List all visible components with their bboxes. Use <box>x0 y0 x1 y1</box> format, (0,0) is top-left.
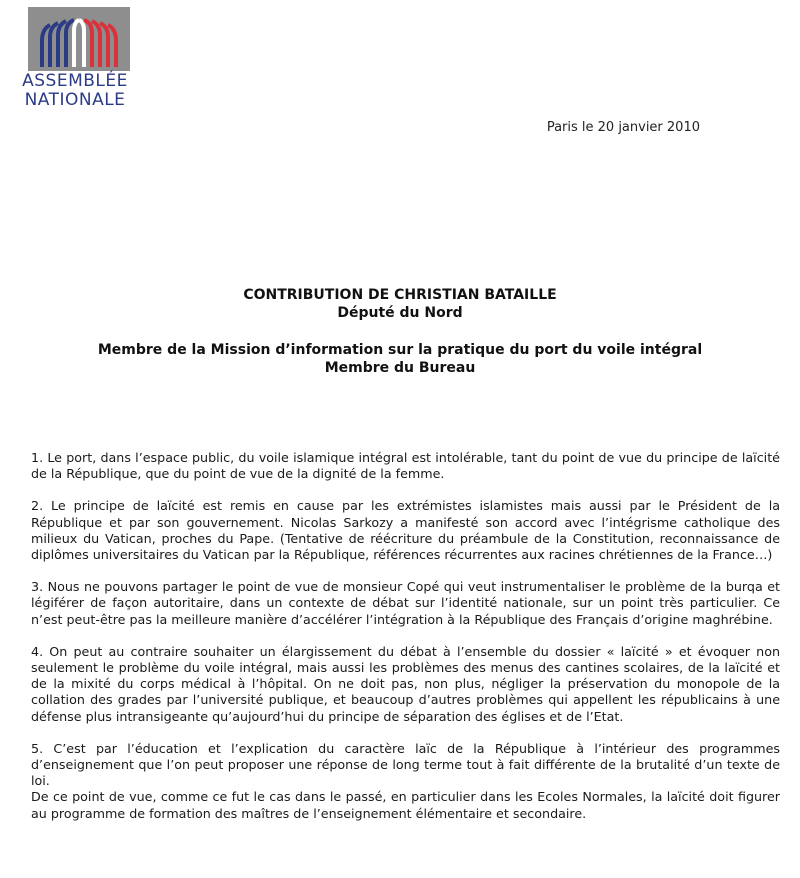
paragraph-1: 1. Le port, dans l’espace public, du voile islamique intégral est intolérable, tant du point de vue du principe de laïcité de la République, que du point de vue de la dignité de la femme. <box>31 450 780 482</box>
document-date: Paris le 20 janvier 2010 <box>546 120 700 135</box>
document-title: CONTRIBUTION DE CHRISTIAN BATAILLE <box>243 287 557 303</box>
mission-line: Membre de la Mission d’information sur la pratique du port du voile intégral <box>97 342 703 358</box>
document-subtitle: Député du Nord <box>337 305 463 321</box>
document-header-author <box>0 286 800 322</box>
paragraph-2: 2. Le principe de laïcité est remis en cause par les extrémistes islamistes mais aussi par le Président de la République et par son gouvernement. Nicolas Sarkozy a manifesté son accord avec l’intégrisme catholique des milieux du Vatican, proches du Pape. (Tentative de réécriture du préambule de la Constitution, reconnaissance de diplômes universitaires du Vatican par la République, références récurrentes aux racines chrétiennes de la France…) <box>31 498 780 563</box>
paragraph-5: 5. C’est par l’éducation et l’explication du caractère laïc de la République à l’intérieur des programmes d’enseignement que l’on peut proposer une réponse de long terme tout à fait différente de la brutalité d’un texte de loi. <box>31 740 780 789</box>
logo-text-assemblee: ASSEMBLÉE <box>22 71 128 91</box>
logo-text-nationale: NATIONALE <box>24 90 126 110</box>
paragraph-3: 3. Nous ne pouvons partager le point de vue de monsieur Copé qui veut instrumentaliser le problème de la burqa et légiférer de façon autoritaire, dans un contexte de débat sur l’identité nationale, sur un point très particulier. Ce n’est peut-être pas la meilleure manière d’accélérer l’intégration à la République des Français d’origine maghrébine. <box>31 579 780 627</box>
assemblee-nationale-logo <box>16 6 134 110</box>
document-header-mission <box>0 341 800 377</box>
document-body <box>31 450 780 822</box>
paragraph-6: De ce point de vue, comme ce fut le cas dans le passé, en particulier dans les Ecoles Normales, la laïcité doit figurer au programme de formation des maîtres de l’enseignement élémentaire et secondaire. <box>31 789 780 821</box>
role-line: Membre du Bureau <box>324 360 476 376</box>
paragraph-4: 4. On peut au contraire souhaiter un élargissement du débat à l’ensemble du dossier « laïcité » et évoquer non seulement le problème du voile intégral, mais aussi les problèmes des menus des cantines scolaires, de la laïcité et de la mixité du corps médical à l’hôpital. On ne doit pas, non plus, négliger la préservation du monopole de la collation des grades par l’université publique, et beaucoup d’autres problèmes qui appellent les républicains à une défense plus intransigeante qu’aujourd’hui du principe de séparation des églises et de l’Etat. <box>31 643 780 724</box>
hemicycle-emblem-icon <box>28 7 130 71</box>
